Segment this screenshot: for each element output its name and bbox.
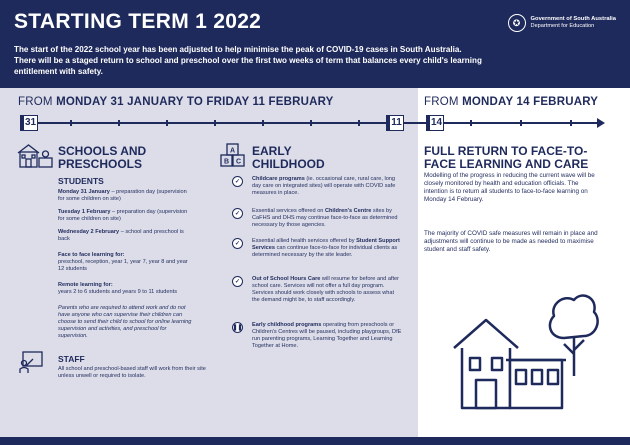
crest-icon: ✪ xyxy=(508,14,526,32)
check-icon: ✓ xyxy=(232,176,243,187)
monday-item: Monday 31 January – preparation day (supervision for some children on site) xyxy=(58,189,187,202)
timeline-tick xyxy=(310,120,312,126)
svg-text:B: B xyxy=(224,158,230,166)
childrens-centre-item: Essential services offered on Children's Centre sites by CaFHS and DHS may continue face-to-face as determined necessary by those agencies. xyxy=(252,208,398,228)
remote-item: Remote learning for: years 2 to 6 students and years 9 to 11 students xyxy=(58,282,177,295)
timeline-tick xyxy=(166,120,168,126)
abc-blocks-icon xyxy=(220,142,246,168)
footer-band xyxy=(0,437,630,445)
full-return-heading: FULL RETURN TO FACE-TO- FACE LEARNING AND CARE xyxy=(424,144,589,171)
right-range-date: MONDAY 14 FEBRUARY xyxy=(462,96,599,108)
svg-text:A: A xyxy=(230,147,236,155)
timeline-tick xyxy=(262,120,264,126)
schools-heading: SCHOOLS AND PRESCHOOLS xyxy=(58,144,147,171)
gov-name: Government of South Australia xyxy=(530,16,616,22)
timeline-tick xyxy=(470,120,472,126)
calendar-11-icon: 11 xyxy=(386,115,404,131)
timeline-arrow-icon xyxy=(597,118,605,128)
check-icon: ✓ xyxy=(232,208,243,219)
left-range-dates: MONDAY 31 JANUARY TO FRIDAY 11 FEBRUARY xyxy=(56,96,334,108)
timeline-tick xyxy=(214,120,216,126)
tuesday-item: Tuesday 1 February – preparation day (supervision for some children on site) xyxy=(58,209,188,222)
early-childhood-programs-item: Early childhood programs operating from preschools or Children's Centres will be paused, including playgroups, DfE run parenting programs, Learning Together and Learning Together at Home. xyxy=(252,322,402,349)
school-building-icon xyxy=(16,143,54,169)
left-range-heading: FROM MONDAY 31 JANUARY TO FRIDAY 11 FEBRUARY xyxy=(18,96,334,108)
dept-name: Department for Education xyxy=(530,23,595,29)
svg-text:C: C xyxy=(236,158,242,166)
timeline-tick xyxy=(358,120,360,126)
staff-heading: STAFF xyxy=(58,354,85,364)
wednesday-item: Wednesday 2 February – school and preschool is back xyxy=(58,229,184,242)
childcare-item: Childcare programs (ie. occasional care, rural care, long day care on integrated sites) will operate with COVID safe measures in place. xyxy=(252,176,396,196)
check-icon: ✓ xyxy=(232,276,243,287)
timeline-tick xyxy=(70,120,72,126)
staff-text: All school and preschool-based staff will work from their site unless unwell or required to isolate. xyxy=(58,366,206,379)
government-logo xyxy=(508,14,616,32)
allied-health-item: Essential allied health services offered by Student Support Services can continue face-to-face for individual clients as determined necessary by the site leader. xyxy=(252,238,400,258)
pause-icon: ❚❚ xyxy=(232,322,243,333)
calendar-31-icon: 31 xyxy=(20,115,38,131)
parents-note: Parents who are required to attend work and do not have anyone who can supervise their children can choose to send their child to school for online learning supervision and activities, and preschool for supervision. xyxy=(58,305,192,339)
oshc-item: Out of School Hours Care will resume for before and after school care. Services will not offer a full day program. Services should work closely with schools to assess what the demand might be, to staff accordingly. xyxy=(252,276,400,303)
schools-students-text xyxy=(58,189,193,346)
timeline-tick xyxy=(570,120,572,126)
safe-measures-paragraph: The majority of COVID safe measures will remain in place and adjustments will continue to be made as needed to maximise student and staff safety. xyxy=(424,230,598,253)
teacher-board-icon xyxy=(18,350,44,374)
early-childhood-heading: EARLY CHILDHOOD xyxy=(252,144,325,171)
school-house-illustration xyxy=(452,288,602,412)
right-range-heading: FROM MONDAY 14 FEBRUARY xyxy=(424,96,599,108)
timeline-tick xyxy=(520,120,522,126)
intro-text: The start of the 2022 school year has been adjusted to help minimise the peak of COVID-19 cases in South Australia. There will be a staged return to school and preschool over the first two weeks of term that balances every child's learning entitlement with safety. xyxy=(14,45,482,76)
students-heading: STUDENTS xyxy=(58,176,104,186)
modelling-paragraph: Modelling of the progress in reducing the current wave will be closely monitored by health and education officials. The intention is to return all students to face-to-face learning on Monday 14 February. xyxy=(424,172,595,203)
face-to-face-item: Face to face learning for: preschool, reception, year 1, year 7, year 8 and year 12 students xyxy=(58,252,188,272)
header-banner xyxy=(0,0,630,88)
page-title: STARTING TERM 1 2022 xyxy=(14,10,262,33)
calendar-14-icon: 14 xyxy=(426,115,444,131)
timeline-tick xyxy=(118,120,120,126)
check-icon: ✓ xyxy=(232,238,243,249)
